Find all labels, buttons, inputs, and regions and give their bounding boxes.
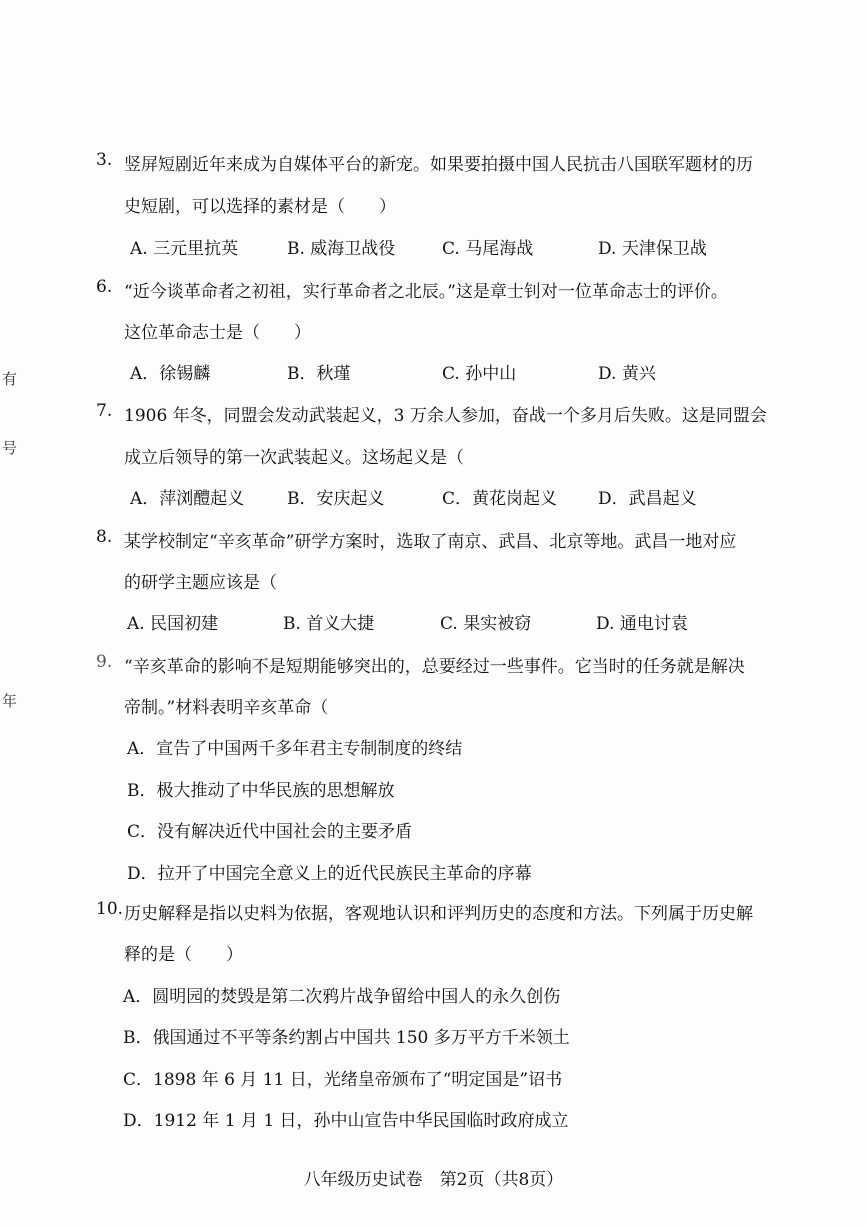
option-a: A．宣告了中国两千多年君主专制制度的终结: [127, 739, 463, 759]
option-b: B. 威海卫战役: [287, 239, 396, 259]
question-number: 6.: [96, 277, 113, 297]
option-d: D．拉开了中国完全意义上的近代民族民主革命的序幕: [127, 864, 532, 884]
option-d: D．1912 年 1 月 1 日，孙中山宣告中华民国临时政府成立: [123, 1111, 569, 1131]
option-b: B．俄国通过不平等条约割占中国共 150 多万平方千米领土: [123, 1028, 570, 1048]
option-d: D. 黄兴: [598, 364, 656, 384]
question-number: 7.: [96, 401, 113, 421]
option-c: C. 孙中山: [442, 364, 517, 384]
option-d: D. 天津保卫战: [598, 239, 707, 259]
option-a: A．圆明园的焚毁是第二次鸦片战争留给中国人的永久创伤: [123, 987, 561, 1007]
question-number: 8.: [96, 527, 113, 547]
question-stem: 竖屏短剧近年来成为自媒体平台的新宠。如果要拍摄中国人民抗击八国联军题材的历: [124, 155, 753, 175]
question-stem: 历史解释是指以史料为依据，客观地认识和评判历史的态度和方法。下列属于历史解: [124, 904, 753, 924]
option-c: C．1898 年 6 月 11 日，光绪皇帝颁布了“明定国是”诏书: [123, 1070, 563, 1090]
question-number: 9.: [96, 652, 113, 672]
option-a: A．萍浏醴起义: [130, 489, 245, 509]
option-a: A. 民国初建: [127, 614, 219, 634]
margin-mark: 年: [2, 692, 18, 710]
question-stem: 帝制。”材料表明辛亥革命（: [124, 698, 329, 718]
option-b: B．秋瑾: [287, 364, 351, 384]
question-number: 3.: [96, 150, 113, 170]
question-number: 10.: [96, 899, 124, 919]
option-b: B．极大推动了中华民族的思想解放: [127, 781, 395, 801]
margin-mark: 有: [2, 370, 18, 388]
option-c: C．没有解决近代中国社会的主要矛盾: [127, 822, 413, 842]
option-c: C. 果实被窃: [440, 614, 532, 634]
option-a: A. 三元里抗英: [130, 239, 239, 259]
question-stem: 成立后领导的第一次武装起义。这场起义是（: [124, 448, 464, 468]
margin-mark: 号: [2, 439, 18, 457]
question-stem: 这位革命志士是（ ）: [124, 323, 311, 343]
question-stem: 某学校制定“辛亥革命”研学方案时，选取了南京、武昌、北京等地。武昌一地对应: [124, 532, 737, 552]
question-stem: 1906 年冬，同盟会发动武装起义，3 万余人参加，奋战一个多月后失败。这是同盟会: [124, 406, 767, 426]
option-c: C. 马尾海战: [442, 239, 534, 259]
question-stem: 的研学主题应该是（: [124, 573, 277, 593]
page-footer: 八年级历史试卷 第2页（共8页）: [303, 1170, 564, 1190]
question-stem: “近今谈革命者之初祖，实行革命者之北辰。”这是章士钊对一位革命志士的评价。: [124, 282, 728, 302]
option-d: D．武昌起义: [598, 489, 697, 509]
option-c: C．黄花岗起义: [442, 489, 558, 509]
question-stem: “辛亥革命的影响不是短期能够突出的，总要经过一些事件。它当时的任务就是解决: [124, 657, 745, 677]
option-b: B．安庆起义: [287, 489, 385, 509]
option-d: D. 通电讨袁: [596, 614, 688, 634]
question-stem: 史短剧，可以选择的素材是（ ）: [124, 197, 396, 217]
option-a: A．徐锡麟: [130, 364, 211, 384]
question-stem: 释的是（ ）: [124, 945, 243, 965]
option-b: B. 首义大捷: [283, 614, 375, 634]
